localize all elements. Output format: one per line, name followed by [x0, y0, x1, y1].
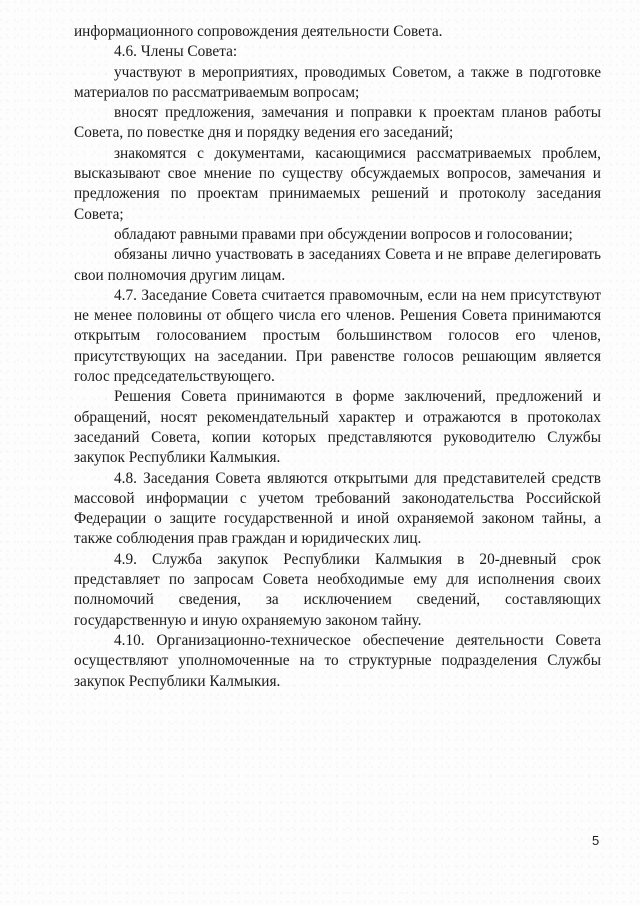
paragraph-members-obligations: обязаны лично участвовать в заседаниях Совета и не вправе делегировать свои полномочия другим лицам.	[74, 246, 601, 284]
paragraph-4-6-heading: 4.6. Члены Совета:	[114, 43, 238, 61]
paragraph-4-7-quorum: 4.7. Заседание Совета считается правомочным, если на нем присутствуют не менее половины от общего числа его членов. Решения Совета принимаются открытым голосованием простым большинством голосов его членов, присутствующих на заседании. При равенстве голосов решающим является голос председательствующего.	[74, 286, 601, 386]
paragraph-members-equal-rights: обладают равными правами при обсуждении вопросов и голосовании;	[114, 225, 573, 243]
paragraph-members-propose: вносят предложения, замечания и поправки к проектам планов работы Совета, по повестке дня и порядку ведения его заседаний;	[74, 104, 601, 142]
paragraph-continuation: информационного сопровождения деятельности Совета.	[74, 23, 443, 40]
paragraph-4-9-information: 4.9. Служба закупок Республики Калмыкия в 20-дневный срок представляет по запросам Совета необходимые ему для исполнения своих полномочий сведения, за исключением сведений, составляющих государственную и иную охраняемую законом тайну.	[74, 550, 601, 629]
page-number: 5	[592, 833, 600, 848]
paragraph-4-10-support: 4.10. Организационно-техническое обеспечение деятельности Совета осуществляют уполномоченные на то структурные подразделения Службы закупок Республики Калмыкия.	[74, 631, 601, 690]
paragraph-4-8-open-meetings: 4.8. Заседания Совета являются открытыми для представителей средств массовой информации с учетом требований законодательства Российской Федерации о защите государственной и иной охраняемой законом тайны, а также соблюдения прав граждан и юридических лиц.	[74, 469, 601, 548]
paragraph-members-participate: участвуют в мероприятиях, проводимых Советом, а также в подготовке материалов по рассматриваемым вопросам;	[74, 63, 601, 101]
paragraph-members-review: знакомятся с документами, касающимися рассматриваемых проблем, высказывают свое мнение по существу обсуждаемых вопросов, замечания и предложения по проектам принимаемых решений и протоколу заседания Совета;	[74, 144, 601, 223]
paragraph-decisions: Решения Совета принимаются в форме заключений, предложений и обращений, носят рекомендательный характер и отражаются в протоколах заседаний Совета, копии которых представляются руководителю Службы закупок Республики Калмыкия.	[74, 388, 601, 467]
document-body	[74, 22, 601, 692]
